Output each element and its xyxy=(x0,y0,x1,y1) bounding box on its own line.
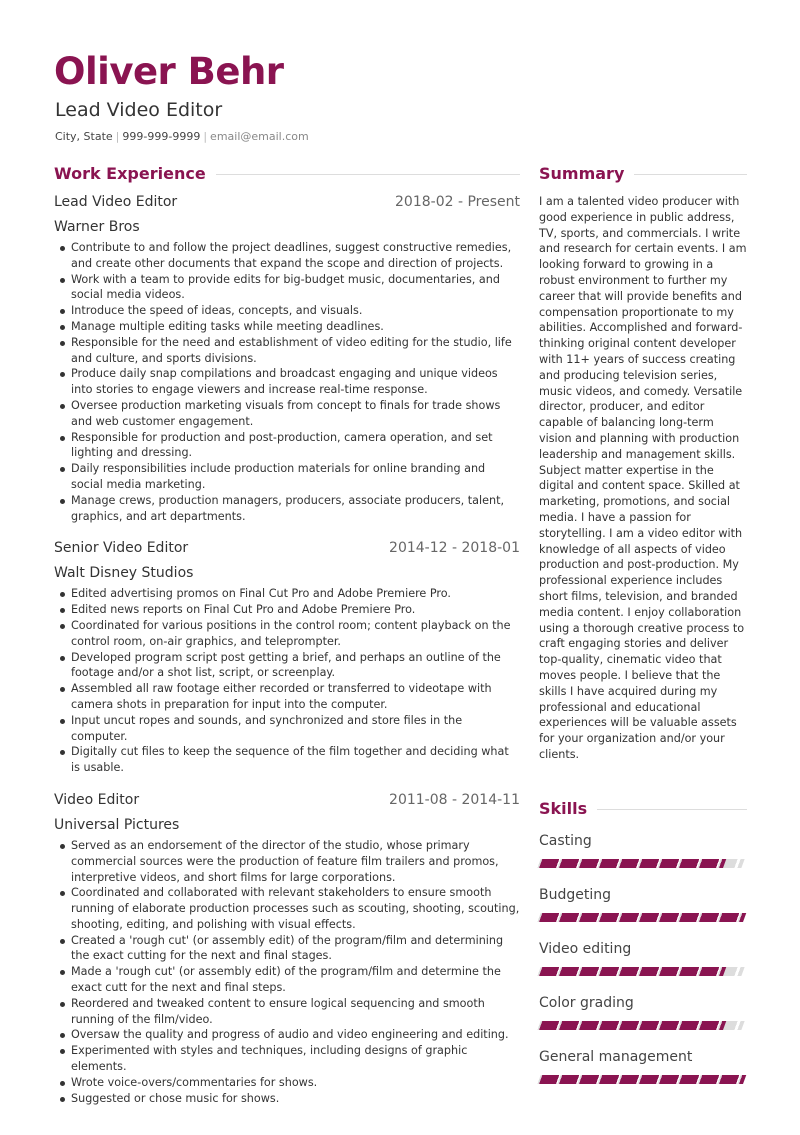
skill-level-bar xyxy=(539,1021,743,1030)
section-title: Skills xyxy=(539,797,597,821)
list-item: Responsible for production and post-production, camera operation, and set lighting and dressing. xyxy=(54,430,520,462)
skill-level-bar xyxy=(539,913,743,922)
skills-list xyxy=(539,831,747,1084)
skill-bar-fill xyxy=(539,859,726,868)
section-title: Summary xyxy=(539,162,634,186)
job-role: Lead Video Editor xyxy=(54,194,178,210)
work-experience-section xyxy=(54,162,520,1106)
skill-level-bar xyxy=(539,1075,743,1084)
job-bullets xyxy=(54,240,520,524)
job-dates: 2018-02 - Present xyxy=(395,194,520,210)
list-item: Wrote voice-overs/commentaries for shows. xyxy=(54,1075,520,1091)
list-item: Coordinated and collaborated with relevant stakeholders to ensure smooth running of elaborate production processes such as scouting, shooting, scouting, shooting, editing, and polishing with visual effects. xyxy=(54,885,520,932)
job-header xyxy=(54,194,520,216)
job-header xyxy=(54,540,520,562)
list-item: Oversee production marketing visuals from concept to finals for trade shows and web customer engagement. xyxy=(54,398,520,430)
skill-bar-fill xyxy=(539,1021,726,1030)
job-header xyxy=(54,792,520,814)
list-item: Edited advertising promos on Final Cut Pro and Adobe Premiere Pro. xyxy=(54,586,520,602)
candidate-name: Oliver Behr xyxy=(54,50,284,93)
list-item: Experimented with styles and techniques, including designs of graphic elements. xyxy=(54,1043,520,1075)
list-item: Assembled all raw footage either recorded or transferred to videotape with camera shots in preparation for input into the computer. xyxy=(54,681,520,713)
section-title: Work Experience xyxy=(54,162,216,186)
list-item: Produce daily snap compilations and broadcast engaging and unique videos into stories to engage viewers and increase real-time response. xyxy=(54,366,520,398)
skill-name: Budgeting xyxy=(539,886,612,903)
skill-name: Video editing xyxy=(539,940,632,957)
work-experience-header xyxy=(54,162,520,188)
skill-name: Casting xyxy=(539,832,592,849)
list-item: Contribute to and follow the project deadlines, suggest constructive remedies, and create other documents that expand the scope and direction of projects. xyxy=(54,240,520,272)
list-item: Introduce the speed of ideas, concepts, and visuals. xyxy=(54,303,520,319)
list-item: Made a 'rough cut' (or assembly edit) of the program/film and determine the exact cutt for the next and final steps. xyxy=(54,964,520,996)
job-company: Universal Pictures xyxy=(54,816,180,833)
phone: 999-999-9999 xyxy=(122,130,201,143)
list-item: Responsible for the need and establishment of video editing for the studio, life and culture, and sports divisions. xyxy=(54,335,520,367)
skill-item xyxy=(539,831,747,868)
list-item: Work with a team to provide edits for big-budget music, documentaries, and social media videos. xyxy=(54,272,520,304)
skill-bar-fill xyxy=(539,913,746,922)
list-item: Daily responsibilities include production materials for online branding and social media marketing. xyxy=(54,461,520,493)
list-item: Input uncut ropes and sounds, and synchronized and store files in the computer. xyxy=(54,713,520,745)
list-item: Coordinated for various positions in the control room; content playback on the control room, on-air graphics, and teleprompter. xyxy=(54,618,520,650)
skill-name: General management xyxy=(539,1048,693,1065)
skill-level-bar xyxy=(539,967,743,976)
list-item: Digitally cut files to keep the sequence of the film together and deciding what is usable. xyxy=(54,744,520,776)
list-item: Reordered and tweaked content to ensure logical sequencing and smooth running of the film/video. xyxy=(54,996,520,1028)
job-company: Warner Bros xyxy=(54,219,140,235)
job-bullets xyxy=(54,838,520,1107)
contact-line xyxy=(55,129,309,145)
list-item: Developed program script post getting a brief, and perhaps an outline of the footage and/or a shot list, script, or screenplay. xyxy=(54,650,520,682)
location: City, State xyxy=(55,130,113,143)
list-item: Manage multiple editing tasks while meeting deadlines. xyxy=(54,319,520,335)
skill-level-bar xyxy=(539,859,743,868)
list-item: Oversaw the quality and progress of audio and video engineering and editing. xyxy=(54,1027,520,1043)
summary-header xyxy=(539,162,747,188)
list-item: Served as an endorsement of the director of the studio, whose primary commercial sources were the production of feature film trailers and promos, interpretive videos, and short films for large corporations. xyxy=(54,838,520,885)
skill-bar-fill xyxy=(539,967,726,976)
skill-item xyxy=(539,1047,747,1084)
skill-name: Color grading xyxy=(539,994,634,1011)
skills-section xyxy=(539,797,747,1084)
separator: | xyxy=(115,130,120,143)
job-dates: 2014-12 - 2018-01 xyxy=(389,540,520,557)
job-company: Walt Disney Studios xyxy=(54,565,194,582)
job-entry xyxy=(54,792,520,1107)
candidate-title: Lead Video Editor xyxy=(55,99,223,121)
skill-item xyxy=(539,885,747,922)
job-entry xyxy=(54,540,520,776)
summary-section xyxy=(539,162,747,763)
list-item: Manage crews, production managers, producers, associate producers, talent, graphics, and art departments. xyxy=(54,493,520,525)
email: email@email.com xyxy=(210,130,309,143)
job-entry xyxy=(54,194,520,524)
job-dates: 2011-08 - 2014-11 xyxy=(389,791,520,808)
list-item: Created a 'rough cut' (or assembly edit) of the program/film and determining the exact cutting for the next and final stages. xyxy=(54,933,520,965)
skills-header xyxy=(539,797,747,823)
list-item: Edited news reports on Final Cut Pro and Adobe Premiere Pro. xyxy=(54,602,520,618)
list-item: Suggested or chose music for shows. xyxy=(54,1091,520,1107)
skill-item xyxy=(539,939,747,976)
job-role: Video Editor xyxy=(54,791,140,808)
job-role: Senior Video Editor xyxy=(54,540,189,557)
job-bullets xyxy=(54,586,520,776)
jobs-list xyxy=(54,194,520,1106)
separator: | xyxy=(203,130,208,143)
summary-text: I am a talented video producer with good experience in public address, TV, sports, and commercials. I write and research for certain events. I am looking forward to growing in a robust environment to further my career that will provide benefits and compensation proportionate to my abilities. Accomplished and forward-thinking original content developer with 11+ years of success creating and producing television series, music videos, and comedy. Versatile director, producer, and editor capable of balancing long-term vision and planning with production leadership and management skills. Subject matter expertise in the digital and content space. Skilled at marketing, promotions, and social media. I have a passion for storytelling. I am a video editor with knowledge of all aspects of video production and post-production. My professional experience includes short films, television, and branded media content. I enjoy collaboration using a thorough creative process to craft engaging stories and deliver top-quality, cinematic video that moves people. I believe that the skills I have acquired during my professional and educational experiences will be valuable assets for your organization and/or your clients. xyxy=(539,195,747,761)
skill-item xyxy=(539,993,747,1030)
skill-bar-fill xyxy=(539,1075,746,1084)
sidebar xyxy=(539,162,747,1084)
